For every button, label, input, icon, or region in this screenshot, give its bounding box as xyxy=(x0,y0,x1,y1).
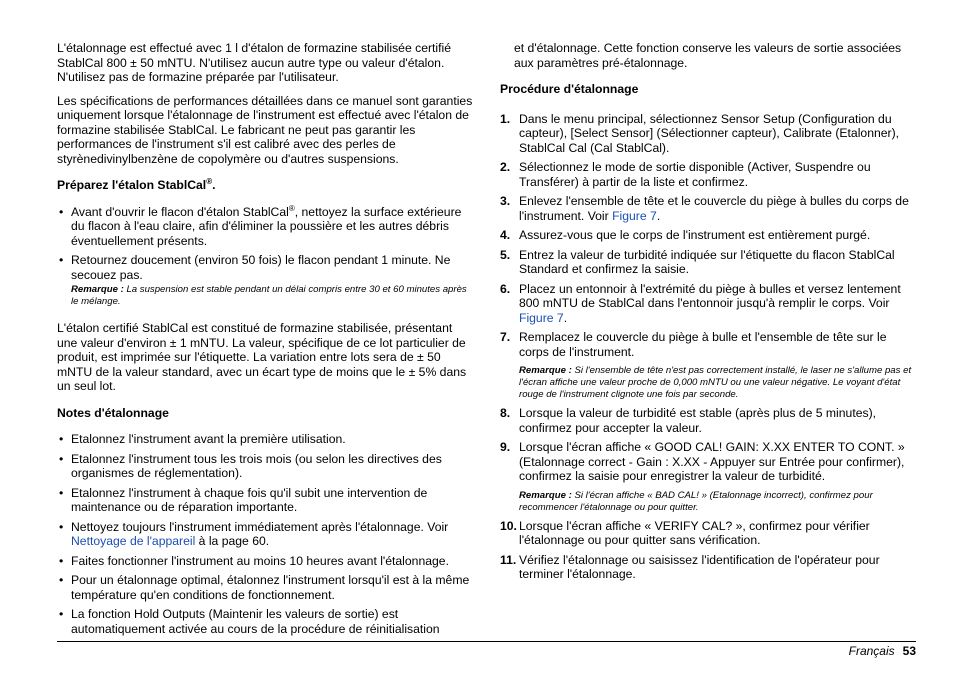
prepare-bullet-list xyxy=(57,205,473,309)
step-9 xyxy=(500,440,916,514)
step-3 xyxy=(500,194,916,223)
prepare-remark xyxy=(71,284,473,308)
note-item-5: • Faites fonctionner l'instrument au moins 10 heures avant l'étalonnage. xyxy=(57,554,473,569)
intro-paragraph: L'étalonnage est effectué avec 1 l d'étalon de formazine stabilisée certifié StablCal 800 ± 50 mNTU. N'utilisez aucun autre type ou valeur d'étalon. N'utilisez pas de formazine préparée par l'utilisateur. xyxy=(57,41,451,84)
step-number: 8. xyxy=(500,406,511,420)
prepare-bullet-1-text-a: Avant d'ouvrir le flacon d'étalon StablCal xyxy=(71,204,289,219)
prepare-bullet-1-text-b: , nettoyez la surface extérieure du flacon à l'eau claire, afin d'éliminer la poussière et les autres débris éventuellement présents. xyxy=(71,204,462,248)
step-11-text: Vérifiez l'étalonnage ou saisissez l'identification de l'opérateur pour terminer l'étalonnage. xyxy=(519,552,880,581)
remark-label: Remarque : xyxy=(519,365,572,376)
procedure-steps xyxy=(500,112,916,582)
step-3-text-b: . xyxy=(656,208,661,223)
performance-paragraph: Les spécifications de performances détaillées dans ce manuel sont garanties uniquement lorsque l'étalonnage de l'instrument est effectué avec l'étalon de formazine stabilisée StablCal. Le fabricant ne peut pas garantir les performances de l'instrument s'il est calibré avec des perles de styrènedivinylbenzène de copolymère ou d'autres suspensions. xyxy=(57,93,473,166)
note-item-4-text-b: à la page 60. xyxy=(195,534,270,548)
right-column xyxy=(500,41,916,587)
step-number: 6. xyxy=(500,281,511,296)
step-5-text: Entrez la valeur de turbidité indiquée sur l'étiquette du flacon StablCal Standard et confirmez la saisie. xyxy=(519,247,895,276)
certified-standard-paragraph: L'étalon certifié StablCal est constitué de formazine stabilisée, présentant une valeur d'environ ± 1 mNTU. La valeur, spécifique de ce lot particulier de produit, est imprimée sur l'étiquette. La variation entre lots sera de ± 50 mNTU de la valeur standard, avec un écart type de moins que le ± 5% dans un seul lot. xyxy=(57,321,467,393)
registered-mark: ® xyxy=(288,203,295,213)
remark-label: Remarque : xyxy=(519,489,572,501)
step-number: 3. xyxy=(500,194,511,208)
prepare-remark-text: La suspension est stable pendant un délai compris entre 30 et 60 minutes après le mélange. xyxy=(71,284,467,307)
step-7-remark-text: Si l'ensemble de tête n'est pas correctement installé, le laser ne s'allume pas et l'écran affiche une valeur proche de 0,000 mNTU ou une valeur négative. Le voyant d'état rouge de l'instrument clignote une fois par seconde. xyxy=(519,365,912,400)
note-item-2: • Etalonnez l'instrument tous les trois mois (ou selon les directives des organismes de réglementation). xyxy=(57,452,473,481)
page-footer xyxy=(849,644,916,659)
step-10-text: Lorsque l'écran affiche « VERIFY CAL? », confirmez pour vérifier l'étalonnage ou pour quitter sans vérification. xyxy=(519,518,870,547)
note-item-7: • La fonction Hold Outputs (Maintenir les valeurs de sortie) est automatiquement activée au cours de la procédure de réinitialisation xyxy=(57,607,473,636)
figure-7-link[interactable]: Figure 7 xyxy=(612,208,657,223)
step-9-text: Lorsque l'écran affiche « GOOD CAL! GAIN: X.XX ENTER TO CONT. » (Etalonnage correct - Gain : X.XX - Appuyer sur Entrée pour confirmer), confirmez la saisie pour enregistrer la valeur de turbidité. xyxy=(519,440,905,483)
step-2 xyxy=(500,160,916,189)
step-9-remark-text: Si l'écran affiche « BAD CAL! » (Etalonnage incorrect), confirmez pour recommencer l'étalonnage ou pour quitter. xyxy=(519,489,873,513)
left-column xyxy=(57,41,473,641)
step-3-text-a: Enlevez l'ensemble de tête et le couvercle du piège à bulles du corps de l'instrument. Voir xyxy=(519,194,909,223)
page-number: 53 xyxy=(902,644,916,658)
step-6-text-b: . xyxy=(563,310,568,325)
continued-bullet-text: et d'étalonnage. Cette fonction conserve les valeurs de sortie associées aux paramètres pré-étalonnage. xyxy=(514,41,902,70)
prepare-bullet-2 xyxy=(57,253,473,308)
prepare-bullet-1 xyxy=(57,205,473,249)
step-11 xyxy=(500,553,916,582)
remark-label: Remarque : xyxy=(71,284,124,295)
footer-divider xyxy=(57,641,916,642)
step-7-text: Remplacez le couvercle du piège à bulle et l'ensemble de tête sur le corps de l'instrument. xyxy=(519,330,887,359)
procedure-heading: Procédure d'étalonnage xyxy=(500,82,639,96)
step-number: 2. xyxy=(500,160,511,174)
prepare-heading-period: . xyxy=(212,178,216,192)
step-1 xyxy=(500,112,916,156)
step-number: 7. xyxy=(500,330,511,344)
step-number: 9. xyxy=(500,440,511,454)
note-item-3: • Etalonnez l'instrument à chaque fois qu'il subit une intervention de maintenance ou de réparation importante. xyxy=(57,486,473,515)
note-item-6: • Pour un étalonnage optimal, étalonnez l'instrument lorsqu'il est à la même température qu'en conditions de fonctionnement. xyxy=(57,573,473,602)
prepare-bullet-2-text: Retournez doucement (environ 50 fois) le flacon pendant 1 minute. Ne secouez pas. xyxy=(71,253,451,282)
calibration-notes-heading: Notes d'étalonnage xyxy=(57,405,169,420)
step-6 xyxy=(500,282,916,326)
step-7 xyxy=(500,330,916,401)
figure-7-link[interactable]: Figure 7 xyxy=(519,310,564,325)
prepare-heading-text: Préparez l'étalon StablCal xyxy=(57,178,207,192)
step-1-text: Dans le menu principal, sélectionnez Sensor Setup (Configuration du capteur), [Select Sensor] (Sélectionner capteur), Calibrate (Etalonner), StablCal Cal (Cal StablCal). xyxy=(519,111,900,155)
step-number: 4. xyxy=(500,228,511,242)
step-number: 11. xyxy=(500,552,517,567)
note-item-4 xyxy=(57,520,473,549)
step-7-remark xyxy=(519,365,916,401)
calibration-notes-list xyxy=(57,432,473,636)
step-number: 10. xyxy=(500,518,517,533)
step-number: 1. xyxy=(500,111,511,126)
note-item-4-text-a: Nettoyez toujours l'instrument immédiatement après l'étalonnage. Voir xyxy=(71,519,449,534)
step-5 xyxy=(500,248,916,277)
cleaning-link[interactable]: Nettoyage de l'appareil xyxy=(71,534,196,548)
note-item-1: • Etalonnez l'instrument avant la première utilisation. xyxy=(57,432,473,447)
step-4 xyxy=(500,228,916,243)
step-8 xyxy=(500,406,916,435)
step-4-text: Assurez-vous que le corps de l'instrument est entièrement purgé. xyxy=(519,228,871,242)
step-9-remark xyxy=(519,490,916,514)
prepare-standard-heading xyxy=(57,178,473,193)
step-6-text-a: Placez un entonnoir à l'extrémité du piège à bulles et versez lentement 800 mNTU de StablCal dans l'entonnoir jusqu'à remplir le corps. Voir xyxy=(519,281,901,310)
step-10 xyxy=(500,519,916,548)
footer-language: Français xyxy=(848,644,895,658)
step-number: 5. xyxy=(500,247,511,262)
step-8-text: Lorsque la valeur de turbidité est stable (après plus de 5 minutes), confirmez pour accepter la valeur. xyxy=(519,406,877,435)
registered-mark: ® xyxy=(206,176,213,186)
step-2-text: Sélectionnez le mode de sortie disponible (Activer, Suspendre ou Transférer) à partir de la liste et confirmez. xyxy=(519,160,871,189)
